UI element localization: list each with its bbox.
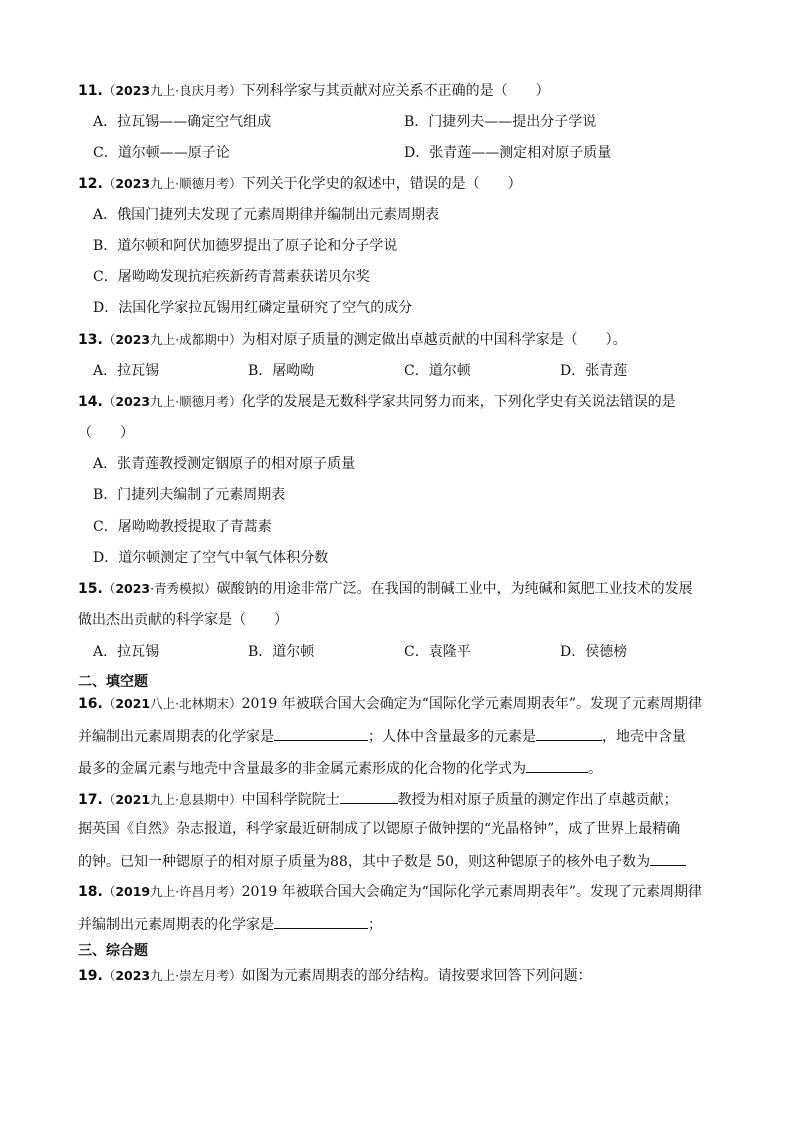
stem-text: 的钟。已知一种锶原子的相对原子质量为88，其中子数是 50，则这种锶原子的核外电子数为 [78, 854, 651, 870]
question-number: 17. [78, 792, 103, 808]
question-stem: 下列关于化学史的叙述中，错误的是（ ） [241, 176, 522, 192]
question-source: （2023九上·崇左月考） [102, 968, 242, 983]
question-stem: 为相对原子质量的测定做出卓越贡献的中国科学家是（ ）。 [241, 332, 627, 348]
question-13 [78, 330, 627, 350]
question-stem: 下列科学家与其贡献对应关系不正确的是（ ） [241, 83, 550, 99]
option-b: B．门捷列夫编制了元素周期表 [93, 487, 286, 503]
option-c: C．屠呦呦发现抗疟疾新药青蒿素获诺贝尔奖 [93, 269, 370, 285]
answer-blank[interactable] [526, 757, 588, 773]
question-15 [78, 579, 693, 599]
option-b: B．屠呦呦 [248, 363, 315, 379]
option-a: A．俄国门捷列夫发现了元素周期律并编制出元素周期表 [93, 207, 440, 223]
question-source: （2023九上·顺德月考） [102, 176, 242, 191]
option-d: D．侯德榜 [560, 644, 628, 660]
question-source: （2023·青秀模拟） [102, 581, 217, 596]
stem-text: ； [368, 917, 382, 933]
answer-blank[interactable] [274, 913, 368, 929]
question-number: 14. [78, 394, 103, 410]
question-number: 15. [78, 581, 103, 597]
option-a: A．拉瓦锡 [93, 363, 160, 379]
question-number: 18. [78, 884, 103, 900]
question-number: 12. [78, 176, 103, 192]
question-11 [78, 81, 550, 101]
question-source: （2019九上·许昌月考） [102, 884, 242, 899]
stem-text: ；人体中含量最多的元素是 [368, 729, 536, 745]
question-17-line-2: 据英国《自然》杂志报道，科学家最近研制成了以锶原子做钟摆的“光晶格钟”，成了世界上最精确 [78, 821, 681, 837]
answer-blank[interactable] [536, 725, 602, 741]
question-19 [78, 966, 592, 986]
section-heading-fill-in: 二、填空题 [78, 674, 148, 690]
question-source: （2021八上·北林期末） [102, 696, 242, 711]
answer-blank[interactable] [650, 850, 686, 866]
question-14 [78, 392, 676, 412]
question-stem: 化学的发展是无数科学家共同努力而来，下列化学史有关说法错误的是 [241, 394, 676, 410]
option-a: A．拉瓦锡——确定空气组成 [93, 114, 272, 130]
question-stem: 碳酸钠的用途非常广泛。在我国的制碱工业中，为纯碱和氮肥工业技术的发展 [216, 581, 693, 597]
stem-text: 并编制出元素周期表的化学家是 [78, 729, 274, 745]
question-stem: 如图为元素周期表的部分结构。请按要求回答下列问题： [241, 968, 592, 984]
option-d: D．法国化学家拉瓦锡用红磷定量研究了空气的成分 [93, 300, 413, 316]
question-16 [78, 694, 702, 714]
question-18-line-2 [78, 913, 382, 933]
option-b: B．门捷列夫——提出分子学说 [404, 114, 597, 130]
question-12 [78, 174, 522, 194]
question-stem: 2019 年被联合国大会确定为“国际化学元素周期表年”。发现了元素周期律 [241, 884, 703, 900]
option-b: B．道尔顿 [248, 644, 315, 660]
stem-text: 最多的金属元素与地壳中含量最多的非金属元素形成的化合物的化学式为 [78, 761, 526, 777]
question-17 [78, 788, 678, 808]
question-stem: 2019 年被联合国大会确定为“国际化学元素周期表年”。发现了元素周期律 [241, 696, 703, 712]
section-heading-comprehensive: 三、综合题 [78, 943, 148, 959]
question-number: 19. [78, 968, 103, 984]
question-number: 16. [78, 696, 103, 712]
option-d: D．张青莲——测定相对原子质量 [404, 145, 612, 161]
question-source: （2023九上·顺德月考） [102, 394, 242, 409]
stem-text: 教授为相对原子质量的测定作出了卓越贡献； [397, 792, 678, 808]
stem-text: 并编制出元素周期表的化学家是 [78, 917, 274, 933]
option-b: B．道尔顿和阿伏加德罗提出了原子论和分子学说 [93, 238, 398, 254]
answer-blank[interactable] [274, 725, 368, 741]
question-18 [78, 882, 702, 902]
answer-blank[interactable] [340, 788, 398, 804]
question-17-line-3 [78, 850, 686, 870]
option-c: C．袁隆平 [404, 644, 471, 660]
option-c: C．道尔顿——原子论 [93, 145, 230, 161]
stem-text: 。 [588, 761, 602, 777]
question-number: 11. [78, 83, 103, 99]
question-stem-continued: （ ） [78, 425, 134, 441]
option-a: A．张青莲教授测定铟原子的相对原子质量 [93, 456, 356, 472]
stem-text: ，地壳中含量 [602, 729, 686, 745]
stem-text: 中国科学院院士 [241, 792, 340, 808]
option-a: A．拉瓦锡 [93, 644, 160, 660]
question-source: （2023九上·成都期中） [102, 332, 242, 347]
question-stem-continued: 做出杰出贡献的科学家是（ ） [78, 612, 288, 628]
question-source: （2021九上·息县期中） [102, 792, 242, 807]
question-source: （2023九上·良庆月考） [102, 83, 242, 98]
question-16-line-3 [78, 757, 602, 777]
question-16-line-2 [78, 725, 686, 745]
option-d: D．张青莲 [560, 363, 628, 379]
option-c: C．道尔顿 [404, 363, 471, 379]
option-d: D．道尔顿测定了空气中氧气体积分数 [93, 550, 329, 566]
question-number: 13. [78, 332, 103, 348]
option-c: C．屠呦呦教授提取了青蒿素 [93, 519, 272, 535]
